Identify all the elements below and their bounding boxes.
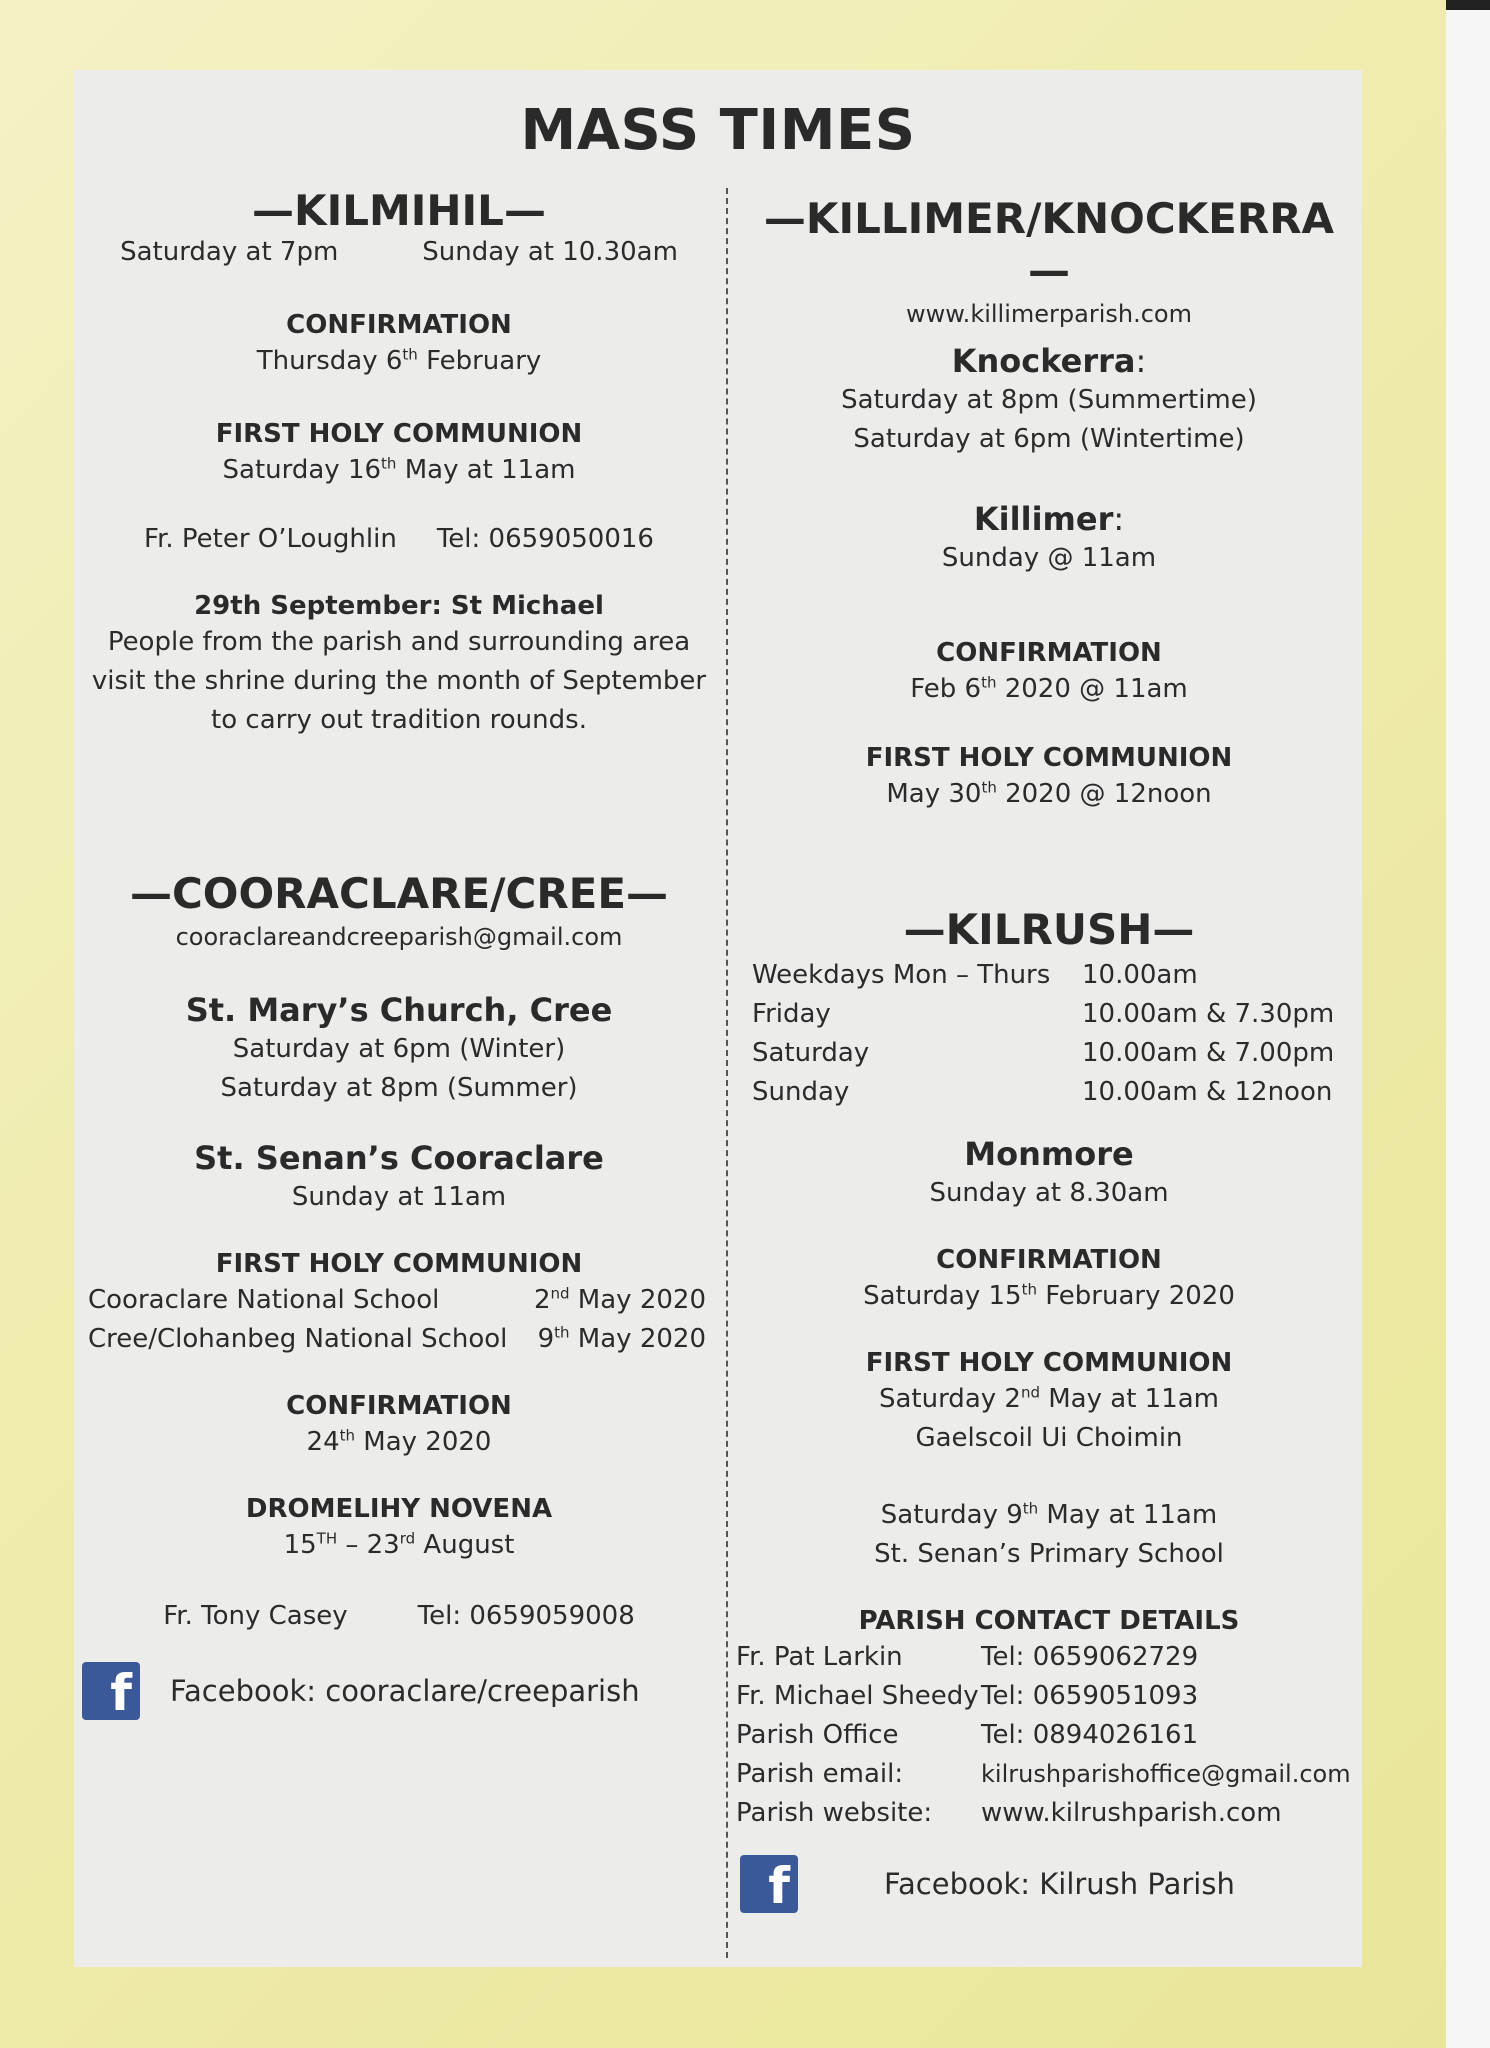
killimer-church-heading: Killimer:	[973, 500, 1125, 538]
kilrush-fhc-date-1: Saturday 2nd May at 11am	[878, 1383, 1220, 1414]
kilmihil-times	[88, 233, 710, 272]
st-michael-label: 29th September: St Michael	[194, 591, 604, 621]
cree-time-summer: Saturday at 8pm (Summer)	[220, 1073, 578, 1103]
kilmihil-tel: Tel: 0659050016	[436, 524, 654, 554]
kilmihil-confirmation-date: Thursday 6th February	[256, 345, 542, 376]
cooraclare-confirmation-label: CONFIRMATION	[286, 1391, 512, 1421]
st-michael-text-1: People from the parish and surrounding area	[107, 627, 691, 657]
killimer-heading: —KILLIMER/KNOCKERRA—	[763, 194, 1335, 295]
kilmihil-fhc-label: FIRST HOLY COMMUNION	[215, 419, 583, 449]
knockerra-summer: Saturday at 8pm (Summertime)	[841, 385, 1257, 415]
kilrush-day: Friday	[752, 999, 831, 1029]
cooraclare-facebook-text[interactable]: Facebook: cooraclare/creeparish	[170, 1674, 640, 1708]
parish-contact-table	[736, 1638, 1354, 1833]
kilmihil-contact	[88, 520, 710, 559]
left-column	[88, 185, 710, 1720]
parish-contact-label: PARISH CONTACT DETAILS	[858, 1606, 1240, 1636]
kilrush-day: Sunday	[752, 1077, 850, 1107]
kilrush-facebook[interactable]	[740, 1855, 1354, 1913]
killimer-confirmation-date: Feb 6th 2020 @ 11am	[910, 673, 1188, 704]
contact-name: Fr. Michael Sheedy	[736, 1681, 979, 1711]
kilrush-day: Saturday	[752, 1038, 870, 1068]
kilrush-fhc-school-2: St. Senan’s Primary School	[874, 1539, 1224, 1569]
cree-church-heading: St. Mary’s Church, Cree	[185, 991, 613, 1029]
killimer-time: Sunday @ 11am	[941, 543, 1157, 573]
kilrush-time: 10.00am & 7.00pm	[1082, 1038, 1335, 1068]
cooraclare-email: cooraclareandcreeparish@gmail.com	[175, 923, 623, 951]
senan-church-heading: St. Senan’s Cooraclare	[194, 1139, 604, 1177]
contact-value: Tel: 0894026161	[981, 1720, 1199, 1750]
contact-name: Parish Office	[736, 1720, 899, 1750]
st-michael-text-2: visit the shrine during the month of September	[91, 666, 707, 696]
knockerra-heading: Knockerra:	[951, 342, 1147, 380]
facebook-icon: f	[82, 1662, 140, 1720]
kilrush-confirmation-label: CONFIRMATION	[936, 1245, 1162, 1275]
contact-website[interactable]: www.kilrushparish.com	[981, 1798, 1282, 1828]
contact-email[interactable]: kilrushparishoffice@gmail.com	[981, 1760, 1351, 1788]
killimer-website[interactable]: www.killimerparish.com	[906, 300, 1192, 328]
kilrush-facebook-text[interactable]: Facebook: Kilrush Parish	[884, 1867, 1235, 1901]
column-divider	[726, 188, 728, 1958]
cooraclare-contact	[88, 1597, 710, 1636]
contact-name: Parish website:	[736, 1798, 933, 1828]
cooraclare-confirmation-date: 24th May 2020	[306, 1426, 492, 1457]
kilmihil-saturday: Saturday at 7pm	[120, 237, 339, 267]
contact-value: Tel: 0659051093	[981, 1681, 1199, 1711]
page-edge	[1446, 0, 1490, 2048]
contact-name: Parish email:	[736, 1759, 904, 1789]
facebook-icon: f	[740, 1855, 798, 1913]
right-column	[736, 185, 1354, 1915]
kilrush-time: 10.00am & 12noon	[1082, 1077, 1333, 1107]
kilmihil-confirmation-label: CONFIRMATION	[286, 310, 512, 340]
cooraclare-heading: —COORACLARE/CREE—	[129, 869, 669, 918]
cooraclare-tel: Tel: 0659059008	[417, 1601, 635, 1631]
kilrush-day: Weekdays Mon – Thurs	[752, 960, 1051, 990]
kilmihil-priest: Fr. Peter O’Loughlin	[144, 524, 397, 554]
contact-name: Fr. Pat Larkin	[736, 1642, 903, 1672]
page-edge-dark	[1446, 0, 1490, 10]
kilrush-time: 10.00am & 7.30pm	[1082, 999, 1335, 1029]
kilrush-fhc-school-1: Gaelscoil Ui Choimin	[915, 1423, 1183, 1453]
kilmihil-heading: —KILMIHIL—	[252, 186, 546, 235]
killimer-confirmation-label: CONFIRMATION	[936, 638, 1162, 668]
cooraclare-priest: Fr. Tony Casey	[163, 1601, 348, 1631]
kilrush-confirmation-date: Saturday 15th February 2020	[863, 1280, 1235, 1311]
kilmihil-sunday: Sunday at 10.30am	[422, 237, 678, 267]
kilrush-fhc-date-2: Saturday 9th May at 11am	[880, 1499, 1218, 1530]
cooraclare-fhc-label: FIRST HOLY COMMUNION	[215, 1249, 583, 1279]
page-title: MASS TIMES	[520, 98, 916, 163]
kilrush-fhc-label: FIRST HOLY COMMUNION	[865, 1348, 1233, 1378]
mass-times-sheet	[74, 70, 1362, 1967]
senan-time: Sunday at 11am	[291, 1182, 507, 1212]
cree-time-winter: Saturday at 6pm (Winter)	[232, 1034, 566, 1064]
kilmihil-fhc-date: Saturday 16th May at 11am	[222, 454, 576, 485]
cooraclare-fhc-school-2: Cree/Clohanbeg National School 9th May 2020	[88, 1323, 706, 1354]
kilrush-schedule	[744, 956, 1354, 1112]
kilrush-heading: —KILRUSH—	[903, 905, 1195, 954]
cooraclare-facebook[interactable]	[82, 1662, 710, 1720]
contact-value: Tel: 0659062729	[981, 1642, 1199, 1672]
novena-dates: 15TH – 23rd August	[283, 1529, 515, 1560]
monmore-time: Sunday at 8.30am	[929, 1178, 1169, 1208]
cooraclare-fhc-school-1: Cooraclare National School 2nd May 2020	[88, 1284, 706, 1315]
monmore-heading: Monmore	[964, 1135, 1134, 1173]
st-michael-text-3: to carry out tradition rounds.	[211, 705, 587, 735]
killimer-fhc-label: FIRST HOLY COMMUNION	[865, 743, 1233, 773]
kilrush-time: 10.00am	[1082, 960, 1198, 990]
knockerra-winter: Saturday at 6pm (Wintertime)	[853, 424, 1245, 454]
novena-label: DROMELIHY NOVENA	[245, 1494, 553, 1524]
killimer-fhc-date: May 30th 2020 @ 12noon	[886, 778, 1212, 809]
